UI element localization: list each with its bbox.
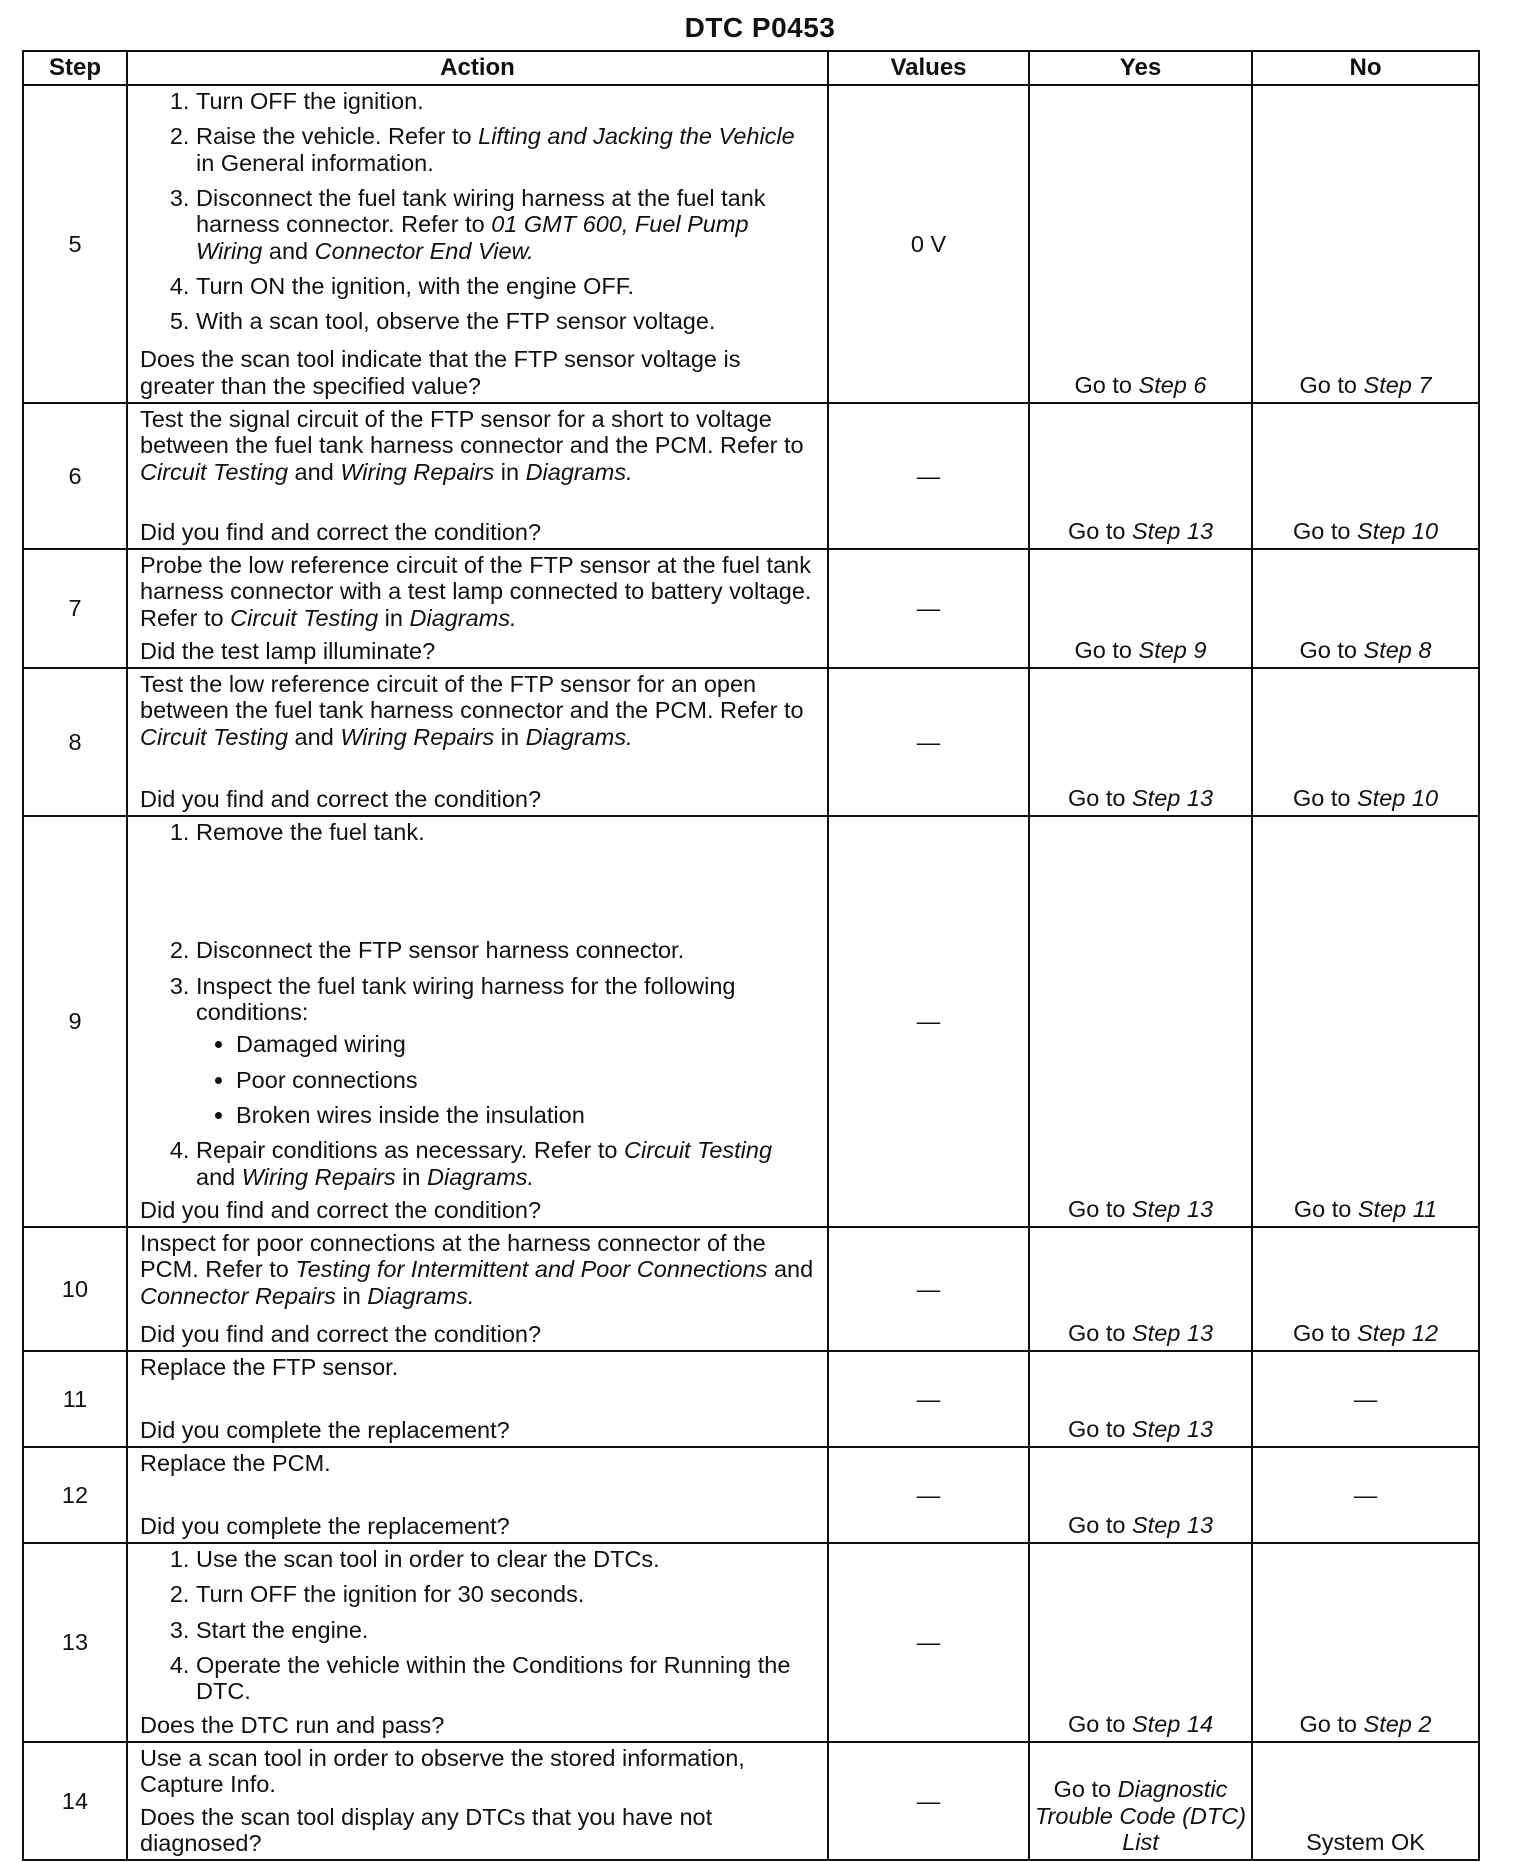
value-cell: — <box>828 1351 1029 1447</box>
no-cell: — <box>1252 1447 1479 1543</box>
list-item: • Poor connections <box>236 1067 817 1093</box>
action-step: 2. Turn OFF the ignition for 30 seconds. <box>196 1581 817 1607</box>
action-step: 2. Raise the vehicle. Refer to Lifting and Jacking the Vehicle in General information. <box>196 123 817 176</box>
table-row <box>23 1351 1479 1447</box>
action-text: Test the low reference circuit of the FTP sensor for an open between the fuel tank harness connector and the PCM. Refer to Circuit Testing and Wiring Repairs in Diagrams. <box>140 671 804 750</box>
table-row <box>23 549 1479 668</box>
action-step: 4. Operate the vehicle within the Conditions for Running the DTC. <box>196 1652 817 1705</box>
table-row <box>23 1543 1479 1742</box>
action-cell <box>127 668 828 816</box>
header-values: Values <box>828 51 1029 85</box>
table-row <box>23 816 1479 1227</box>
no-cell: System OK <box>1252 1742 1479 1860</box>
list-item: • Damaged wiring <box>236 1031 817 1057</box>
no-cell: Go to Step 10 <box>1252 668 1479 816</box>
step-number: 5 <box>23 85 127 403</box>
goto-link[interactable]: Step 13 <box>1132 517 1214 544</box>
goto-link[interactable]: Step 8 <box>1363 636 1432 663</box>
value-cell: — <box>828 1543 1029 1742</box>
goto-link[interactable]: Step 14 <box>1132 1710 1214 1737</box>
step-number: 14 <box>23 1742 127 1860</box>
action-cell <box>127 816 828 1227</box>
yes-cell: Go to Step 13 <box>1029 1227 1252 1351</box>
value-cell: — <box>828 1447 1029 1543</box>
action-cell <box>127 1447 828 1543</box>
yes-cell: Go to Step 6 <box>1029 85 1252 403</box>
action-text: Inspect for poor connections at the harness connector of the PCM. Refer to Testing for Intermittent and Poor Connections and Connector Repairs in Diagrams. <box>140 1230 814 1309</box>
yes-cell: Go to Diagnostic Trouble Code (DTC) List <box>1029 1742 1252 1860</box>
table-row <box>23 403 1479 549</box>
step-number: 13 <box>23 1543 127 1742</box>
goto-link[interactable]: Step 10 <box>1357 784 1439 811</box>
header-no: No <box>1252 51 1479 85</box>
step-number: 11 <box>23 1351 127 1447</box>
no-cell: Go to Step 2 <box>1252 1543 1479 1742</box>
value-cell: — <box>828 1227 1029 1351</box>
action-question: Did you find and correct the condition? <box>140 785 542 812</box>
action-cell <box>127 1351 828 1447</box>
yes-cell: Go to Step 13 <box>1029 816 1252 1227</box>
yes-cell: Go to Step 13 <box>1029 403 1252 549</box>
value-cell: — <box>828 403 1029 549</box>
action-question: Does the DTC run and pass? <box>140 1711 445 1738</box>
no-cell: — <box>1252 1351 1479 1447</box>
no-cell: Go to Step 12 <box>1252 1227 1479 1351</box>
header-yes: Yes <box>1029 51 1252 85</box>
action-step: 4. Repair conditions as necessary. Refer to Circuit Testing and Wiring Repairs in Diagrams. <box>196 1137 817 1190</box>
goto-link[interactable]: Step 6 <box>1138 371 1207 398</box>
yes-cell: Go to Step 13 <box>1029 668 1252 816</box>
header-step: Step <box>23 51 127 85</box>
action-cell <box>127 1227 828 1351</box>
goto-link[interactable]: Diagnostic Trouble Code (DTC) List <box>1034 1776 1247 1855</box>
step-number: 8 <box>23 668 127 816</box>
step-number: 6 <box>23 403 127 549</box>
table-row <box>23 1447 1479 1543</box>
table-row <box>23 1227 1479 1351</box>
goto-link[interactable]: Step 13 <box>1132 784 1214 811</box>
goto-link[interactable]: Step 13 <box>1132 1511 1214 1538</box>
no-cell: Go to Step 10 <box>1252 403 1479 549</box>
action-step: 1. Remove the fuel tank. <box>196 819 817 845</box>
goto-link[interactable]: Step 9 <box>1138 636 1207 663</box>
action-step: 5. With a scan tool, observe the FTP sensor voltage. <box>196 308 817 334</box>
value-cell: — <box>828 549 1029 668</box>
action-cell <box>127 1742 828 1860</box>
condition-list <box>196 1031 817 1128</box>
step-number: 12 <box>23 1447 127 1543</box>
action-text: Replace the FTP sensor. <box>140 1354 399 1381</box>
action-question: Did you complete the replacement? <box>140 1416 510 1443</box>
step-number: 10 <box>23 1227 127 1351</box>
action-step: 3. Start the engine. <box>196 1617 817 1643</box>
goto-link[interactable]: Step 13 <box>1132 1319 1214 1346</box>
action-step: 3. Disconnect the fuel tank wiring harness at the fuel tank harness connector. Refer to 01 GMT 600, Fuel Pump Wiring and Connector End View. <box>196 185 817 264</box>
goto-link[interactable]: Step 11 <box>1357 1195 1438 1222</box>
action-question: Did the test lamp illuminate? <box>140 637 436 664</box>
action-steps <box>140 1546 817 1712</box>
action-step: 4. Turn ON the ignition, with the engine OFF. <box>196 273 817 299</box>
document-title: DTC P0453 <box>684 12 836 43</box>
step-number: 7 <box>23 549 127 668</box>
action-question: Does the scan tool indicate that the FTP sensor voltage is greater than the specified value? <box>140 346 741 399</box>
no-cell: Go to Step 7 <box>1252 85 1479 403</box>
action-cell <box>127 403 828 549</box>
goto-link[interactable]: Step 13 <box>1132 1415 1214 1442</box>
yes-cell: Go to Step 14 <box>1029 1543 1252 1742</box>
goto-link[interactable]: Step 2 <box>1363 1710 1432 1737</box>
goto-link[interactable]: Step 10 <box>1357 517 1439 544</box>
header-row <box>23 51 1479 85</box>
goto-link[interactable]: Step 12 <box>1357 1319 1439 1346</box>
table-row <box>23 1742 1479 1860</box>
yes-cell: Go to Step 9 <box>1029 549 1252 668</box>
table-row <box>23 85 1479 403</box>
step-number: 9 <box>23 816 127 1227</box>
action-question: Did you find and correct the condition? <box>140 1320 542 1347</box>
action-step: 2. Disconnect the FTP sensor harness connector. <box>196 937 817 963</box>
goto-link[interactable]: Step 13 <box>1132 1195 1214 1222</box>
action-cell <box>127 1543 828 1742</box>
action-cell <box>127 85 828 403</box>
action-cell <box>127 549 828 668</box>
action-text: Replace the PCM. <box>140 1450 331 1477</box>
action-question: Did you find and correct the condition? <box>140 1196 542 1223</box>
list-item: • Broken wires inside the insulation <box>236 1102 817 1128</box>
table-row <box>23 668 1479 816</box>
action-text: Probe the low reference circuit of the FTP sensor at the fuel tank harness connector with a test lamp connected to battery voltage. Refer to Circuit Testing in Diagrams. <box>140 552 812 631</box>
no-cell: Go to Step 8 <box>1252 549 1479 668</box>
yes-cell: Go to Step 13 <box>1029 1447 1252 1543</box>
yes-cell: Go to Step 13 <box>1029 1351 1252 1447</box>
action-step: 1. Use the scan tool in order to clear the DTCs. <box>196 1546 817 1572</box>
action-text: Use a scan tool in order to observe the stored information, Capture Info. <box>140 1745 745 1798</box>
header-action: Action <box>127 51 828 85</box>
action-step: 1. Turn OFF the ignition. <box>196 88 817 114</box>
action-question: Did you find and correct the condition? <box>140 518 542 545</box>
action-steps <box>140 819 817 1197</box>
action-text: Test the signal circuit of the FTP sensor for a short to voltage between the fuel tank harness connector and the PCM. Refer to Circuit Testing and Wiring Repairs in Diagrams. <box>140 406 804 485</box>
value-cell: — <box>828 668 1029 816</box>
action-question: Does the scan tool display any DTCs that you have not diagnosed? <box>140 1803 713 1856</box>
value-cell: 0 V <box>828 85 1029 403</box>
diagnostic-table <box>22 50 1480 1861</box>
action-question: Did you complete the replacement? <box>140 1512 510 1539</box>
value-cell: — <box>828 1742 1029 1860</box>
action-step: 3. Inspect the fuel tank wiring harness for the following conditions: • Damaged wiring • Poor connections • Broken wires inside the insulation <box>196 973 817 1129</box>
no-cell: Go to Step 11 <box>1252 816 1479 1227</box>
action-steps <box>140 88 817 342</box>
value-cell: — <box>828 816 1029 1227</box>
goto-link[interactable]: Step 7 <box>1363 371 1432 398</box>
